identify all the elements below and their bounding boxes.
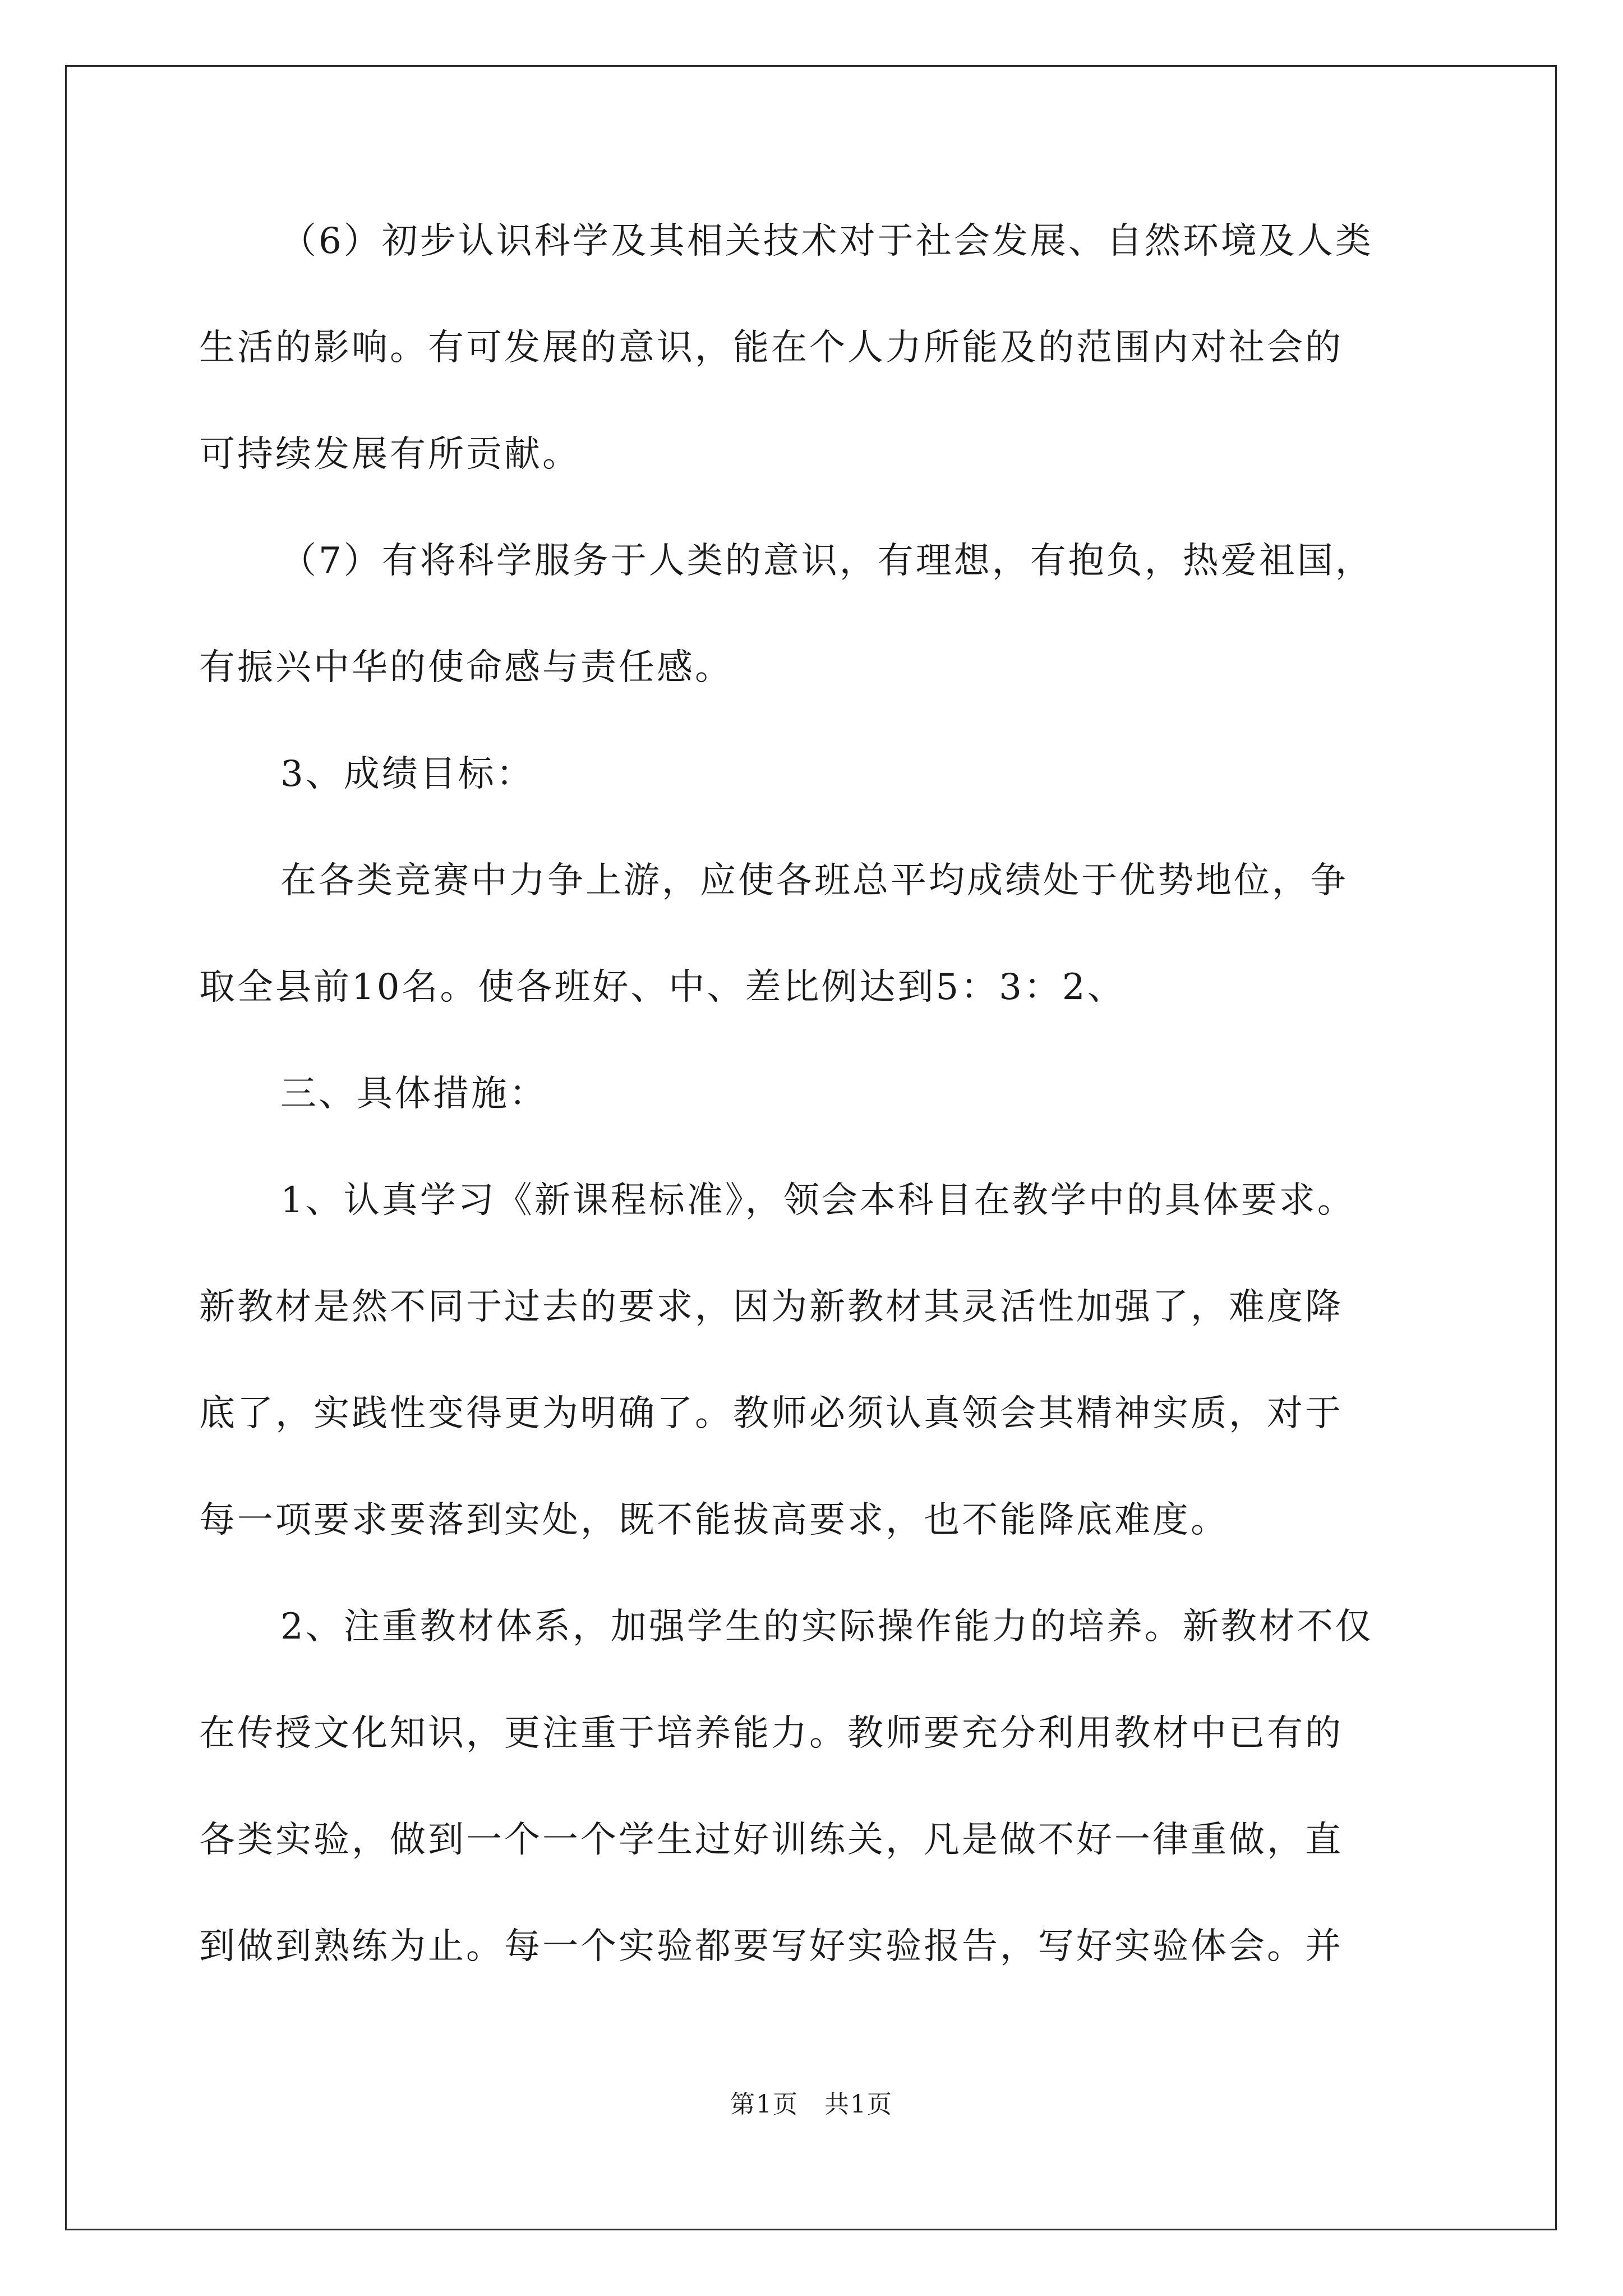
text-line: （7）有将科学服务于人类的意识，有理想，有抱负，热爱祖国， xyxy=(280,540,1373,582)
text-line: 取全县前10名。使各班好、中、差比例达到5：3：2、 xyxy=(199,967,1126,1008)
text-line: 在各类竞赛中力争上游，应使各班总平均成绩处于优势地位，争 xyxy=(280,860,1348,901)
text-line: 生活的影响。有可发展的意识，能在个人力所能及的范围内对社会的 xyxy=(199,327,1343,369)
text-line: 每一项要求要落到实处，既不能拔高要求，也不能降底难度。 xyxy=(199,1499,1229,1541)
text-line: 2、注重教材体系，加强学生的实际操作能力的培养。新教材不仅 xyxy=(280,1606,1373,1648)
text-line: 可持续发展有所贡献。 xyxy=(199,434,580,475)
text-line: 各类实验，做到一个一个学生过好训练关，凡是做不好一律重做，直 xyxy=(199,1819,1343,1861)
text-line: 有振兴中华的使命感与责任感。 xyxy=(199,647,733,688)
page-border xyxy=(65,65,1557,2230)
text-line: （6）初步认识科学及其相关技术对于社会发展、自然环境及人类 xyxy=(280,220,1373,262)
text-line: 3、成绩目标： xyxy=(280,753,534,795)
page-footer: 第1页 共1页 xyxy=(730,2090,893,2119)
text-line: 新教材是然不同于过去的要求，因为新教材其灵活性加强了，难度降 xyxy=(199,1286,1343,1328)
text-line: 1、认真学习《新课程标准》，领会本科目在教学中的具体要求。 xyxy=(280,1180,1355,1221)
text-line: 底了，实践性变得更为明确了。教师必须认真领会其精神实质，对于 xyxy=(199,1393,1343,1434)
text-line: 到做到熟练为止。每一个实验都要写好实验报告，写好实验体会。并 xyxy=(199,1926,1343,1967)
text-line: 三、具体措施： xyxy=(280,1073,547,1115)
text-line: 在传授文化知识，更注重于培养能力。教师要充分利用教材中已有的 xyxy=(199,1713,1343,1754)
